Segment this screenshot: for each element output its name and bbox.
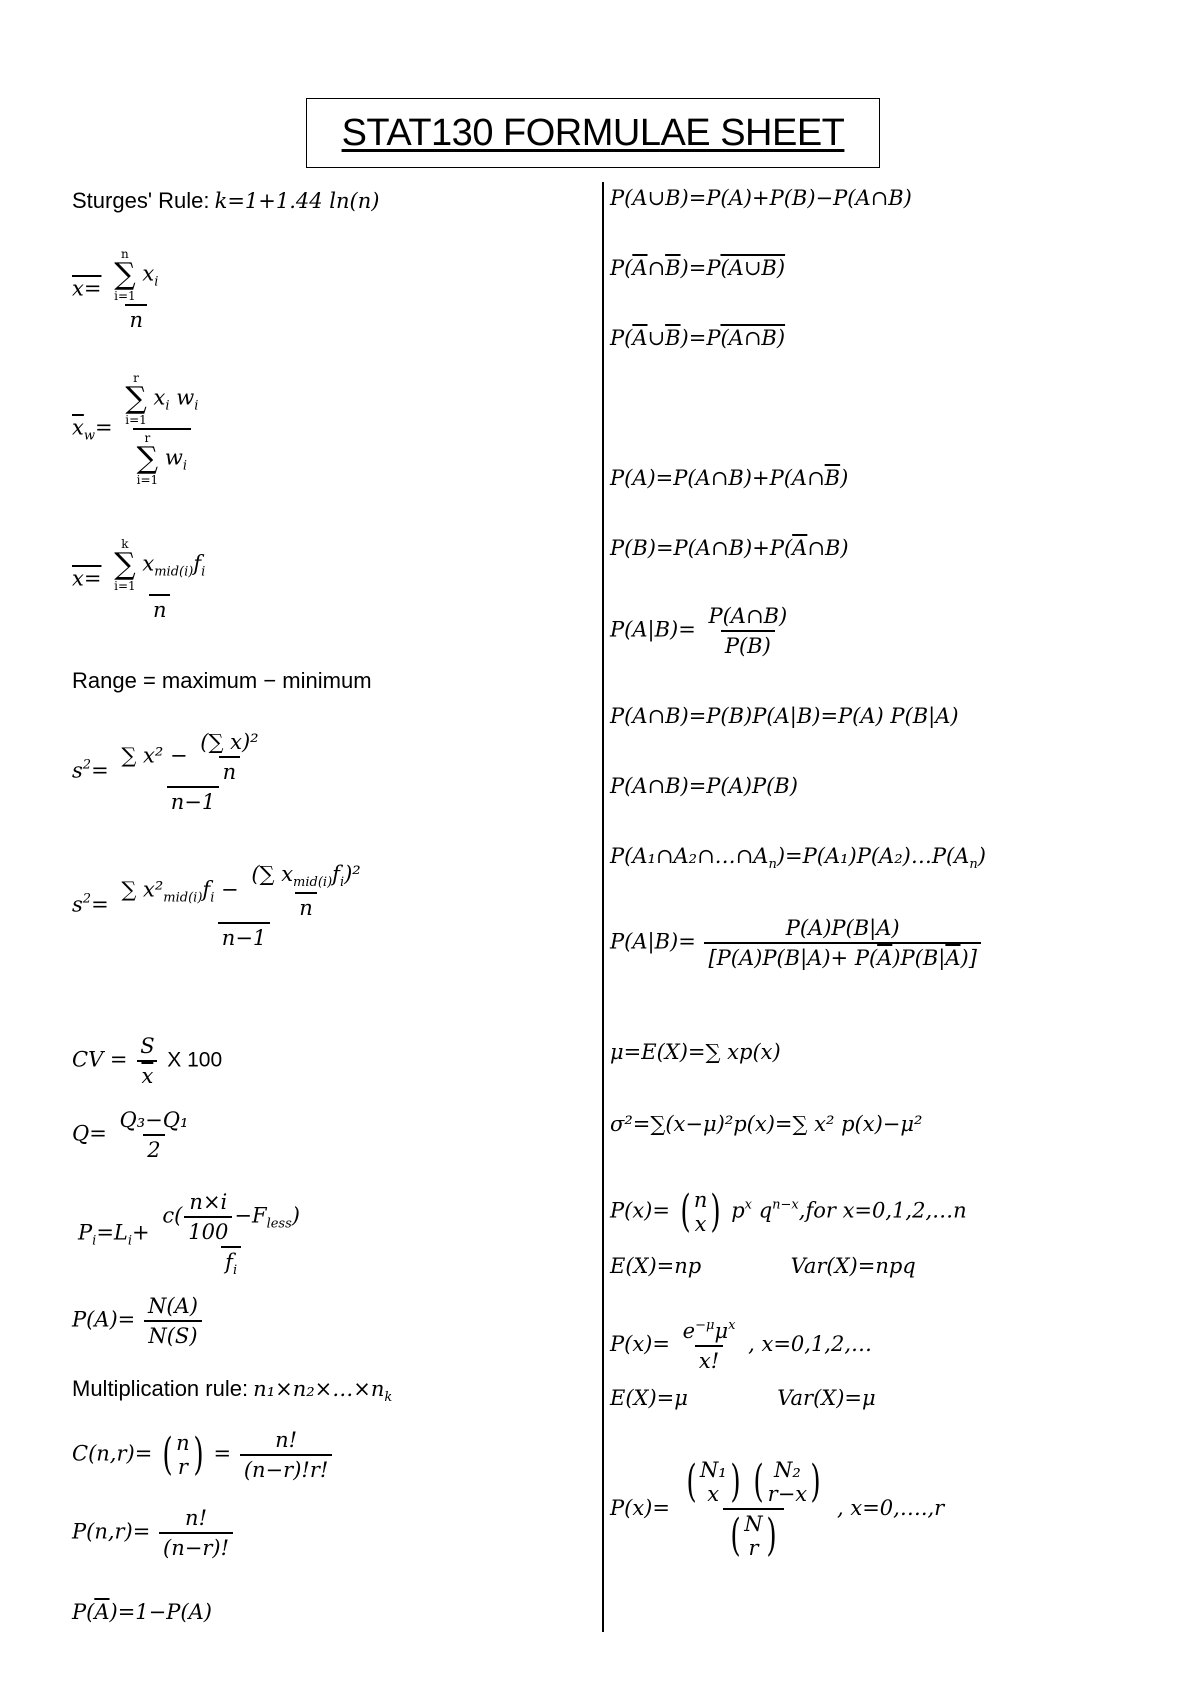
hypergeometric-formula: P(x)= ( N₁ x ) ( N₂ r−x ) ( N r ) , x=0,….,r <box>610 1456 945 1562</box>
grouped-variance-fraction: ∑ $x^2_{mid(i)}f_i$ − $\frac{(\sum x_{mid(i)}f_i)^2}{n}$ n−1 <box>121 862 361 950</box>
independence-formula: P(A∩B)=P(A)P(B) <box>610 774 798 798</box>
grouped-variance-formula: $s^2=$ ∑ $x^2_{mid(i)}f_i$ − $\frac{(\sum x_{mid(i)}f_i)^2}{n}$ n−1 <box>72 862 373 950</box>
sturges-rule <box>72 188 379 214</box>
demorgan-formula-1: $P(\overline{A}\cap\overline{B})=P(A\cup B)$ <box>610 256 786 280</box>
sturges-formula: k=1+1.44 ln(n) <box>214 189 380 213</box>
mean-fraction: n ∑ i=1 $x_i$ n <box>114 247 159 332</box>
percentile-formula: $P_i=L_i+$ c( $\frac{n\times i}{100}$ $-F_{less}$) $f_i$ <box>78 1190 300 1278</box>
expectation-formula: μ=E(X)=∑ xp(x) <box>610 1040 781 1064</box>
summation-symbol: k ∑ i=1 <box>114 537 136 593</box>
permutation-formula: P(n,r)= $\frac{n!}{(n-r)!}$ <box>72 1506 235 1560</box>
range-formula: Range = maximum − minimum <box>72 668 372 693</box>
summation-symbol: r ∑ i=1 <box>125 371 147 427</box>
weighted-mean-fraction: r ∑ i=1 $x_i$ $w_i$ r ∑ i=1 $w_i$ <box>125 371 199 487</box>
total-probability-a: $P(A)=P(A\cap B)+P(A\cap\overline{B})$ <box>610 466 849 490</box>
mean-formula <box>72 248 164 332</box>
conditional-probability-formula: P(A|B)= $\frac{P(A\cap B)}{P(B)}$ <box>610 604 788 658</box>
summation-symbol: r ∑ i=1 <box>136 431 159 487</box>
variance-formula: $s^2=$ ∑ x² − $\frac{\text{(∑ x)²}}{n}$ n−1 <box>72 730 271 814</box>
variance-rv-formula: σ²=∑(x−μ)²p(x)=∑ x² p(x)−μ² <box>610 1112 923 1136</box>
total-probability-b: $P(B)=P(A\cap B)+P(\overline{A}\cap B)$ <box>610 536 849 560</box>
bayes-formula: P(A|B)= $\frac{P(A)P(B|A)}{[P(A)P(B|A)+ P(\overline{A})P(B|\overline{A})]}$ <box>610 916 983 970</box>
sturges-label: Sturges' Rule: <box>72 188 210 213</box>
multiplication-probability-formula: P(A∩B)=P(B)P(A|B)=P(A) P(B|A) <box>610 704 959 728</box>
complement-formula: $P(\overline{A})=1-P(A)$ <box>72 1600 212 1624</box>
binomial-formula: P(x)= ( n x ) $p^x$ $q^{n-x},for$ x=0,1,2,…n <box>610 1186 967 1238</box>
cv-formula: CV = $\frac{S}{x}$ X 100 <box>72 1034 223 1088</box>
multiplication-rule: Multiplication rule: $n_1\times n_2\times\dots\times n_k$ <box>72 1376 393 1405</box>
quartile-deviation-formula: Q= $\frac{\text{Q₃−Q₁}}{2}$ <box>72 1108 189 1162</box>
poisson-moments: E(X)=μ Var(X)=μ <box>610 1386 876 1410</box>
weighted-mean-formula: $\overline{x}_w=$ r ∑ i=1 $x_i$ $w_i$ r ∑ i=1 $w_i$ <box>72 372 204 486</box>
summation-symbol: n ∑ i=1 <box>114 247 136 303</box>
union-formula: P(A∪B)=P(A)+P(B)−P(A∩B) <box>610 186 912 210</box>
grouped-mean-fraction: k ∑ i=1 $x_{mid(i)}f_i$ n <box>114 537 206 622</box>
variance-fraction: ∑ x² − $\frac{\text{(∑ x)²}}{n}$ n−1 <box>121 730 259 814</box>
demorgan-formula-2: $P(\overline{A}\cup\overline{B})=P(A\cap B)$ <box>610 326 786 350</box>
classical-probability-formula: P(A)= $\frac{N(A)}{N(S)}$ <box>72 1294 204 1348</box>
column-divider <box>602 182 604 1632</box>
binomial-moments: E(X)=np Var(X)=npq <box>610 1254 916 1278</box>
page-title: STAT130 FORMULAE SHEET <box>341 111 845 154</box>
grouped-mean-formula: x= k ∑ i=1 $x_{mid(i)}f_i$ n <box>72 538 211 622</box>
combination-formula: C(n,r)= ( n r ) = $\frac{n!}{(n-r)!r!}$ <box>72 1428 334 1482</box>
title-box <box>306 98 880 168</box>
mean-lhs: x= <box>72 276 102 301</box>
poisson-formula: P(x)= $\frac{e^{-\mu}\mu^x}{x!}$ , x=0,1,2,… <box>610 1318 873 1373</box>
independence-n-formula: $P(A_1\cap A_2\cap\dots\cap A_n)=P(A_1)P(A_2)\dots P(A_n)$ <box>610 844 986 872</box>
